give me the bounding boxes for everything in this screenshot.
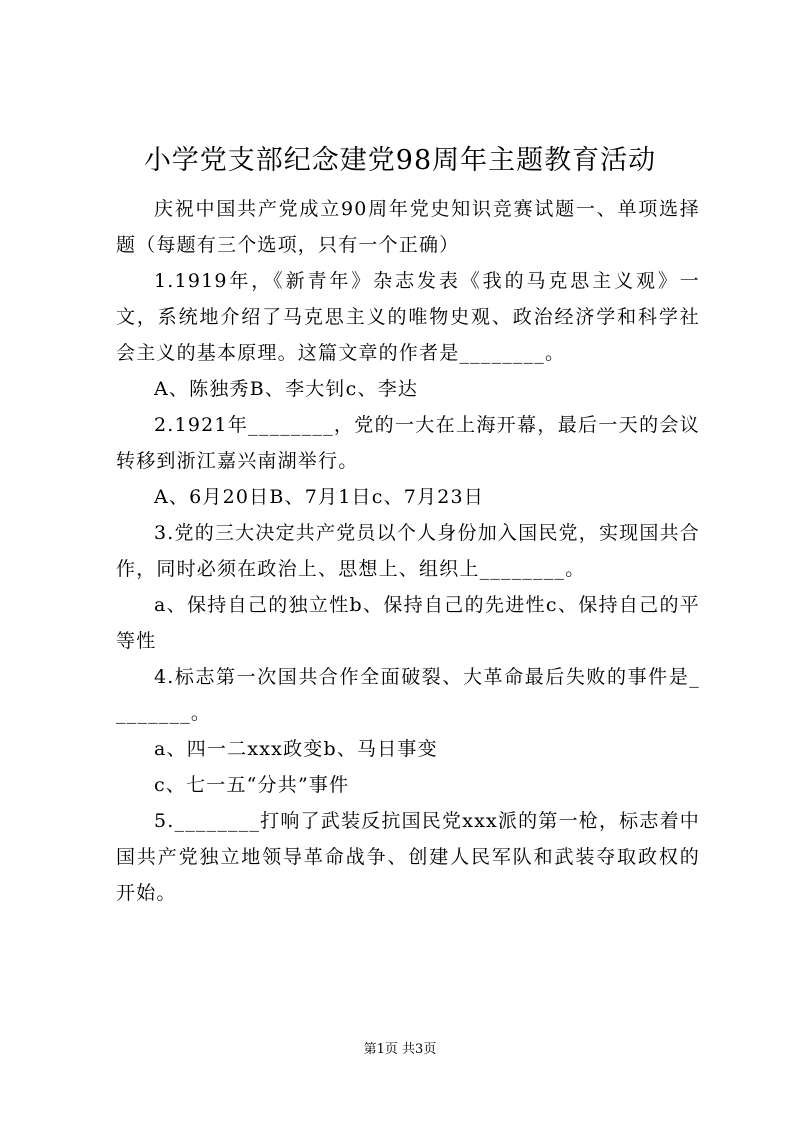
question-1: 1.1919年，《新青年》杂志发表《我的马克思主义观》一文，系统地介绍了马克思主义的唯物史观、政治经济学和科学社会主义的基本原理。这篇文章的作者是________。 [116, 270, 700, 364]
question-4-options-ab: a、四一二xxx政变b、马日事变 [154, 738, 438, 760]
question-2: 2.1921年________，党的一大在上海开幕，最后一天的会议转移到浙江嘉兴南湖举行。 [116, 414, 700, 472]
question-4-option-c: c、七一五“分共”事件 [154, 774, 350, 796]
document-body [116, 191, 700, 911]
intro-paragraph: 庆祝中国共产党成立90周年党史知识竞赛试题一、单项选择题（每题有三个选项，只有一个正确） [116, 198, 700, 256]
document-title: 小学党支部纪念建党98周年主题教育活动 [143, 145, 657, 176]
page-footer: 第1页 共3页 [363, 1042, 437, 1057]
question-3: 3.党的三大决定共产党员以个人身份加入国民党，实现国共合作，同时必须在政治上、思想上、组织上________。 [116, 522, 700, 580]
question-5: 5.________打响了武装反抗国民党xxx派的第一枪，标志着中国共产党独立地领导革命战争、创建人民军队和武装夺取政权的开始。 [116, 810, 701, 904]
question-3-options: a、保持自己的独立性b、保持自己的先进性c、保持自己的平等性 [116, 594, 700, 652]
question-1-options: A、陈独秀B、李大钊c、李达 [154, 378, 419, 400]
question-2-options: A、6月20日B、7月1日c、7月23日 [154, 486, 485, 508]
question-4: 4.标志第一次国共合作全面破裂、大革命最后失败的事件是________。 [116, 666, 700, 724]
